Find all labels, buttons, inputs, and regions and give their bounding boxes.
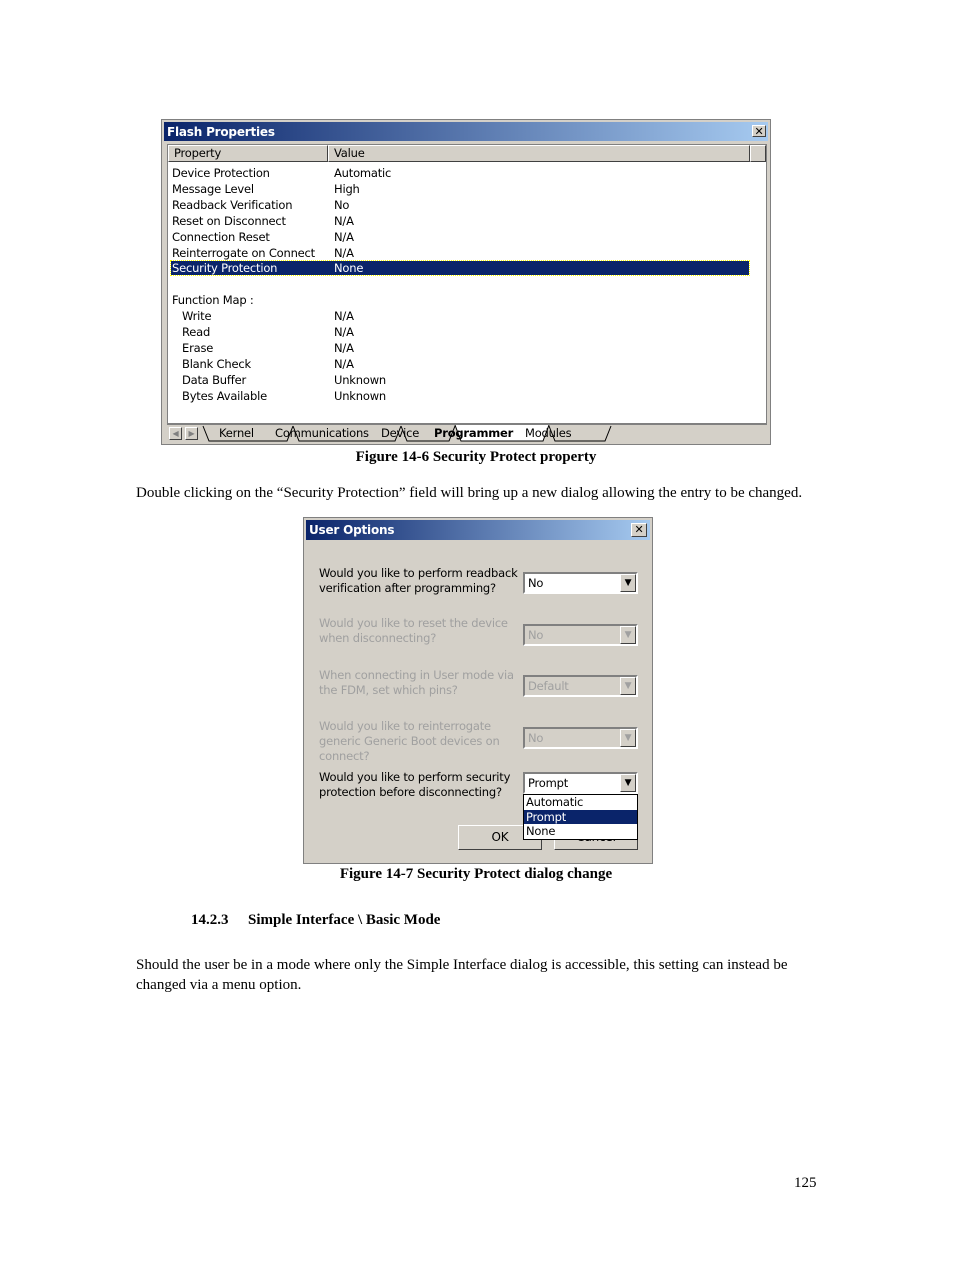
dropdown-option-automatic[interactable]: Automatic xyxy=(526,795,584,809)
table-row[interactable] xyxy=(168,245,748,261)
property-cell: Blank Check xyxy=(182,357,251,371)
value-cell: N/A xyxy=(334,341,354,355)
chevron-down-icon: ▼ xyxy=(620,677,636,695)
property-cell: Device Protection xyxy=(172,166,270,180)
select-value: No xyxy=(528,731,544,745)
property-cell: Reinterrogate on Connect xyxy=(172,246,315,260)
table-row[interactable] xyxy=(168,356,748,372)
dropdown-option-none[interactable]: None xyxy=(526,824,556,838)
select-value: Prompt xyxy=(528,776,569,790)
value-cell: Unknown xyxy=(334,389,386,403)
table-row[interactable] xyxy=(168,308,748,324)
flash-properties-titlebar xyxy=(164,122,768,141)
security-select[interactable] xyxy=(523,772,638,794)
paragraph-line: Should the user be in a mode where only the Simple Interface dialog is accessible, this setting can instead be xyxy=(136,957,788,973)
pins-select xyxy=(523,675,638,697)
tab-communications[interactable]: Communications xyxy=(275,426,369,440)
question-pins: When connecting in User mode via the FDM, set which pins? xyxy=(319,668,514,697)
value-cell: N/A xyxy=(334,357,354,371)
select-value: Default xyxy=(528,679,569,693)
table-row[interactable] xyxy=(168,388,748,404)
paragraph-line: changed via a menu option. xyxy=(136,977,302,993)
tab-programmer[interactable]: Programmer xyxy=(434,426,514,440)
scroll-right-icon[interactable]: ▶ xyxy=(185,427,198,440)
paragraph: Double clicking on the “Security Protection” field will bring up a new dialog allowing the entry to be changed. xyxy=(136,485,803,501)
property-list xyxy=(167,144,767,424)
function-map-label: Function Map : xyxy=(172,293,254,307)
ok-button[interactable]: OK xyxy=(458,825,542,850)
chevron-down-icon[interactable]: ▼ xyxy=(620,574,636,592)
question-readback: Would you like to perform readback verification after programming? xyxy=(319,566,518,595)
figure-caption: Figure 14-7 Security Protect dialog change xyxy=(339,866,613,882)
select-value: No xyxy=(528,576,544,590)
property-cell: Security Protection xyxy=(172,261,278,275)
section-number: 14.2.3 xyxy=(191,912,229,928)
table-row[interactable] xyxy=(168,372,748,388)
page-number: 125 xyxy=(794,1175,817,1191)
value-cell: N/A xyxy=(334,230,354,244)
tab-device[interactable]: Device xyxy=(381,426,420,440)
dialog-title: User Options xyxy=(309,523,395,537)
flash-properties-window xyxy=(161,119,771,445)
column-header-property[interactable]: Property xyxy=(168,145,328,162)
value-cell: N/A xyxy=(334,246,354,260)
property-cell: Data Buffer xyxy=(182,373,246,387)
chevron-down-icon[interactable]: ▼ xyxy=(620,774,636,792)
property-cell: Reset on Disconnect xyxy=(172,214,286,228)
column-header-spacer xyxy=(750,145,766,162)
table-row[interactable] xyxy=(168,181,748,197)
table-row-selected[interactable] xyxy=(171,261,749,275)
tab-kernel[interactable]: Kernel xyxy=(219,426,254,440)
section-heading xyxy=(191,912,440,929)
value-cell: N/A xyxy=(334,309,354,323)
user-options-titlebar xyxy=(306,520,650,540)
tab-modules[interactable]: Modules xyxy=(525,426,572,440)
figure-caption: Figure 14-6 Security Protect property xyxy=(355,449,597,465)
close-icon[interactable]: ✕ xyxy=(752,125,766,137)
chevron-down-icon: ▼ xyxy=(620,729,636,747)
table-row[interactable] xyxy=(168,340,748,356)
select-value: No xyxy=(528,628,544,642)
property-cell: Readback Verification xyxy=(172,198,293,212)
security-dropdown-list xyxy=(523,794,638,840)
dropdown-option-prompt[interactable]: Prompt xyxy=(524,810,637,825)
chevron-down-icon: ▼ xyxy=(620,626,636,644)
value-cell: Unknown xyxy=(334,373,386,387)
reset-select xyxy=(523,624,638,646)
window-title: Flash Properties xyxy=(167,125,275,139)
property-cell: Connection Reset xyxy=(172,230,270,244)
table-row[interactable] xyxy=(168,229,748,245)
question-security: Would you like to perform security protection before disconnecting? xyxy=(319,770,511,799)
user-options-dialog xyxy=(303,517,653,864)
scroll-left-icon[interactable]: ◀ xyxy=(169,427,182,440)
property-cell: Write xyxy=(182,309,212,323)
property-cell: Message Level xyxy=(172,182,254,196)
property-cell: Erase xyxy=(182,341,214,355)
value-cell: High xyxy=(334,182,360,196)
question-reinterrogate: Would you like to reinterrogate generic Generic Boot devices on connect? xyxy=(319,719,500,763)
table-row[interactable] xyxy=(168,324,748,340)
property-cell: Read xyxy=(182,325,211,339)
question-reset: Would you like to reset the device when disconnecting? xyxy=(319,616,508,645)
reinterrogate-select xyxy=(523,727,638,749)
column-header-value[interactable]: Value xyxy=(328,145,750,162)
value-cell: N/A xyxy=(334,325,354,339)
close-icon[interactable]: ✕ xyxy=(631,523,647,537)
property-cell: Bytes Available xyxy=(182,389,267,403)
table-row[interactable] xyxy=(168,197,748,213)
paragraph xyxy=(136,955,856,995)
value-cell: N/A xyxy=(334,214,354,228)
readback-select[interactable] xyxy=(523,572,638,594)
section-title: Simple Interface \ Basic Mode xyxy=(248,912,441,928)
value-cell: No xyxy=(334,198,350,212)
table-row[interactable] xyxy=(168,213,748,229)
value-cell: Automatic xyxy=(334,166,392,180)
sheet-tab-bar xyxy=(167,424,767,443)
value-cell: None xyxy=(334,261,364,275)
table-row[interactable] xyxy=(168,165,748,181)
